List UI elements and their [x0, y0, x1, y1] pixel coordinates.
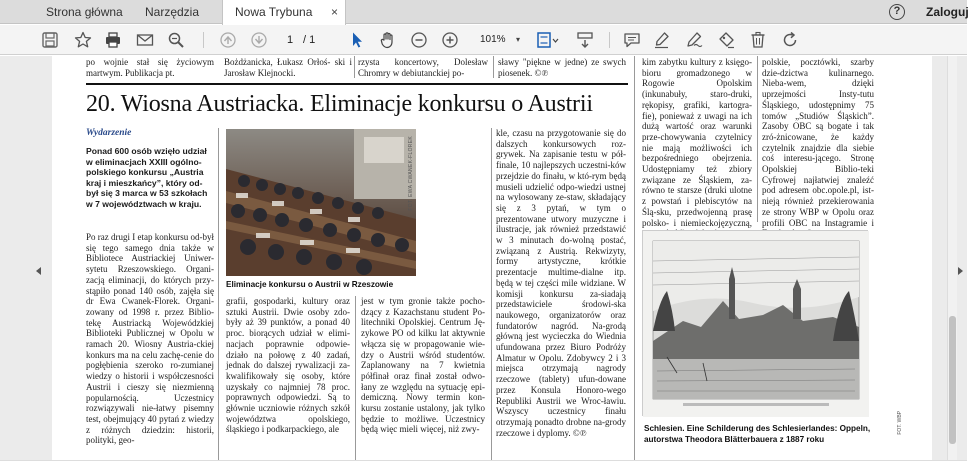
help-icon[interactable]: ?	[889, 4, 905, 20]
column-rule	[634, 56, 635, 466]
email-icon[interactable]	[135, 30, 155, 50]
page-total: / 1	[303, 34, 316, 46]
draw-pen-icon[interactable]	[684, 30, 704, 50]
close-icon[interactable]: ×	[330, 5, 338, 19]
bookmark-star-icon[interactable]	[73, 30, 93, 50]
tab-document-label: Nowa Trybuna	[235, 5, 313, 19]
hand-tool-icon[interactable]	[378, 30, 398, 50]
tab-home[interactable]: Strona główna	[46, 5, 123, 19]
scrollbar-thumb[interactable]	[949, 316, 956, 444]
article-column-4: kle, czasu na przygotowanie się do dalszych konkursowych roz-grywek. Na zapisanie testu w pół-finale, 10 najlepszych uczestni-ków przejdzie do finału, w któ-rym będą musieli udzielić odpo-wiedzi ustnej na wylosowany ze-staw, składający się z 3 pytań, w tym o prezentowane utwory muzyczne i ilustracje, jak również przedstawić w 3 minutach do-wolną postać, związaną z Austrią. Rekwizyty, formy artystyczne, krótkie prezentacje multime-dialne itp. będą w tej części mile widziane. W komisji konkursu za-siadają przedstawiciele środowi-ska naukowego, organizatorów oraz fundatorów nagród. Na-grodą główną jest wycieczka do Wiednia ufundowana przez Biuro Podróży Almatur w Opolu. Zdobywcy 2 i 3 miejsca otrzymają nagrody rzeczowe (tablety) ufun-dowane przez Konsula Honoro-wego Republiki Austrii we Wroc-ławiu. Wszyscy uczestnicy finału otrzymają ponadto drobne na-grody rzeczowe i dyplomy. ©℗	[496, 128, 626, 438]
sign-in-link[interactable]: Zaloguj	[926, 5, 969, 19]
next-page-icon[interactable]	[249, 30, 269, 50]
top-fragment-col2: Bożdżanicka, Łukasz Orłoś- ski i Jarosław Klejnocki.	[224, 57, 352, 78]
rotate-icon[interactable]	[780, 30, 800, 50]
right-column-2: polskie, pocztówki, szarby dzie-dzictwa kulinarnego. Nieba-wem, dzięki uprzejmości Insty-tutu Śląskiego, udostępnimy 75 tomów „Studiów Śląskich”. Zasoby OBC są bogate i tak zró-żnicowane, że każdy czytelnik znajdzie dla siebie coś interesu-jącego. Stronę Opolskiej Biblio-teki Cyfrowej najłatwiej znaleźć pod adresem obc.opole.pl, ist-nieją również przekierowania ze strony WBP w Opolu oraz profili OBC na Instagramie i	[762, 57, 874, 228]
previous-page-icon[interactable]	[218, 30, 238, 50]
article-top-rule	[86, 83, 628, 85]
vertical-scrollbar[interactable]	[947, 56, 957, 460]
delete-icon[interactable]	[748, 30, 768, 50]
print-icon[interactable]	[103, 30, 123, 50]
column-rule	[218, 128, 219, 464]
engraving-caption: Schlesien. Eine Schilderung des Schlesierlandes: Oppeln, autorstwa Theodora Blätterbauera z 1887 roku	[644, 424, 871, 444]
tab-tools[interactable]: Narzędzia	[145, 5, 200, 19]
article-column-3: jest w tym gronie także pocho-dzący z Kazachstanu student Po-litechniki Opolskiej. Centrum Ję-zykowe PO od kilku lat aktywnie włącza się w propagowanie wie-dzy o Austrii wśród studentów. Zaplanowany na 7 kwietnia półfinał oraz finał został odwo-łany ze względu na sytuację epi-demiczną. Nowy termin kon-kursu zostanie ustalony, jak tylko będzie to możliwe. Uczestnicy będą więc mieli więcej, niż zwy-	[361, 296, 485, 435]
historical-engraving	[642, 230, 868, 416]
right-column-1: kim zabytku kultury z księgo-bioru gromadzonego w Rogowie Opolskim (inkunabuły, staro-druki, rękopisy, grafiki, kartogra-fie), ponieważ z uwagi na ich dużą wartość oraz warunki prze-chowywania czytelnicy nie mają możliwości ich bezpośredniego obejrzenia. Udostępniamy też zbiory związane ze Śląskiem, za-równo te starsze (druki ulotne z powstań i plebiscytów na Ślą-sku, przedwojenną prasę polsko- i niemieckojęzyczną,	[642, 57, 752, 228]
article-headline: 20. Wiosna Austriacka. Eliminacje konkursu o Austrii	[86, 91, 593, 117]
highlight-pen-icon[interactable]	[652, 30, 672, 50]
classroom-photo	[226, 129, 416, 276]
tab-document[interactable]	[222, 0, 346, 25]
column-rule	[493, 56, 494, 78]
fit-page-icon[interactable]	[536, 30, 564, 50]
select-cursor-icon[interactable]	[347, 30, 367, 50]
zoom-level-select[interactable]	[470, 31, 522, 49]
column-rule	[491, 128, 492, 464]
comment-icon[interactable]	[622, 30, 642, 50]
find-icon[interactable]	[166, 30, 186, 50]
engraving-credit: FOT. WBP	[897, 411, 903, 435]
chevron-down-icon: ▾	[515, 35, 520, 44]
article-column-1: Po raz drugi I etap konkursu od-był się tego samego dnia także w Bibliotece Austriackiej Uniwer-sytetu Rzeszowskiego. Organi-zacją eliminacji, do których przy-stąpiło ponad 140 osób, zajęła się dr Ewa Cwanek-Florek. Organi-zowany od 1998 r. przez Biblio-tekę Austriacką Wojewódzkiej Biblioteki Publicznej w Opolu w ramach 20. Wiosny Austria-ckiej konkurs ma na celu zachę-cenie do pogłębienia szeroko ro-zumianej wiedzy o historii i współczesności Austrii i cieszy się niezmienną popularnością. Uczestnicy rozwiązywali nie-łatwy pisemny test, obejmujący 40 pytań z wiedzy z różnych dziedzin: historii, polityki, geo-	[86, 232, 214, 446]
horizontal-scrollbar[interactable]	[0, 460, 967, 466]
column-rule	[757, 56, 758, 222]
photo-credit: FOT. EWA CWANEK-FLOREK	[408, 136, 414, 211]
article-lead: Ponad 600 osób wzięło udział w eliminacjach XXIII ogólno-polskiego konkursu „Austria kraj i mieszkańcy”, który od-był się 3 marca w 53 szkołach w 7 województwach w kraju.	[86, 146, 208, 209]
separator	[609, 32, 610, 48]
article-column-2: grafii, gospodarki, kultury oraz sztuki Austrii. Dwie osoby zdo-były aż 39 punktów, a ponad 40 proc. biorących udział w elimi-nacjach poprawnie odpowie-działo na połowę z 40 zadań, jednak do dalszej rywalizacji za-kwalifikowały się osoby, które uzyskały co najmniej 78 proc. poprawnych odpowiedzi. Są to głównie uczniowie różnych szkół województwa opolskiego, śląskiego i podkarpackiego, ale	[226, 296, 350, 435]
top-fragment-col3: rzysta koncertowy, Dolesław Chromry w debiutanckiej po-	[358, 57, 488, 78]
pdf-page	[52, 56, 932, 466]
zoom-in-icon[interactable]	[440, 30, 460, 50]
photo-caption: Eliminacje konkursu o Austrii w Rzeszowie	[226, 280, 394, 289]
stamp-icon[interactable]	[716, 30, 736, 50]
column-rule	[354, 56, 355, 78]
expand-right-panel-icon[interactable]	[958, 267, 963, 275]
separator	[203, 32, 204, 48]
column-rule	[355, 296, 356, 464]
zoom-level-value: 101%	[480, 34, 506, 45]
top-fragment-col1: po wojnie stał się życiowym martwym. Publikacja pt.	[86, 57, 214, 78]
scroll-mode-icon[interactable]	[575, 30, 595, 50]
top-fragment-col4: sławy "piękne w jedne) ze swych piosenek. ©℗	[498, 57, 626, 78]
toolbar	[0, 25, 967, 55]
save-icon[interactable]	[40, 30, 60, 50]
section-label: Wydarzenie	[86, 128, 132, 138]
collapse-left-panel-icon[interactable]	[36, 267, 41, 275]
page-number-input[interactable]: 1	[286, 34, 294, 46]
zoom-out-icon[interactable]	[409, 30, 429, 50]
tab-bar	[0, 0, 967, 24]
